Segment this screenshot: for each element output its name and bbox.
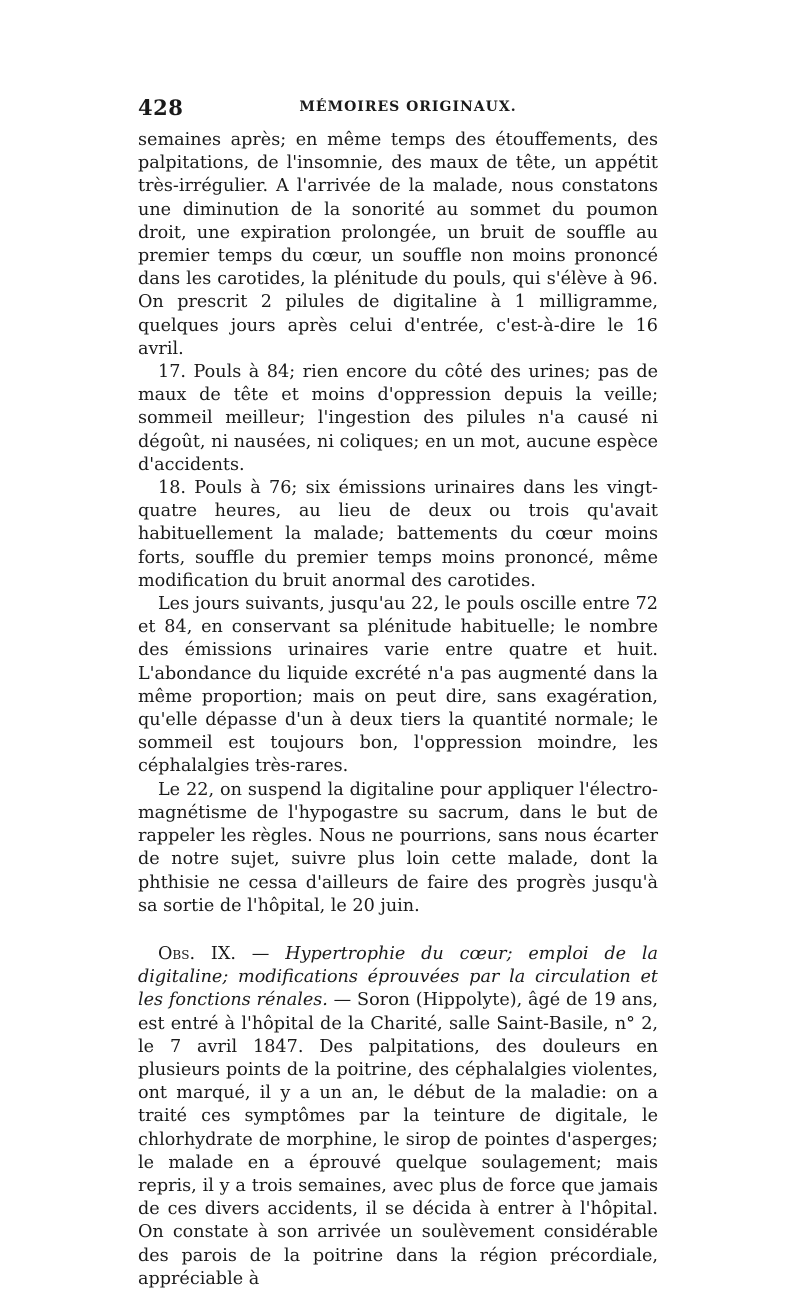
observation-title: Hypertrophie du cœur; emploi de la digitaline; modifications éprouvées par la circulation et les fonctions rénales. bbox=[138, 943, 659, 1011]
paragraph-following-days: Les jours suivants, jusqu'au 22, le pouls oscille entre 72 et 84, en conservant sa plénitude habituelle; le nombre des émissions urinaires varie entre quatre et huit. L'abondance du liquide excrété n'a pas augmenté dans la même proportion; mais on peut dire, sans exagération, qu'elle dépasse d'un à deux tiers la quantité normale; le sommeil est toujours bon, l'oppression moindre, les céphalalgies très-rares. bbox=[138, 594, 658, 777]
body-text bbox=[138, 129, 658, 1291]
observation-dash: — bbox=[235, 943, 286, 964]
paragraph-day-22: Le 22, on suspend la digitaline pour appliquer l'électro-magnétisme de l'hypogastre su sacrum, dans le but de rappeler les règles. Nous ne pourrions, sans nous écarter de notre sujet, suivre plus loin cette malade, dont la phthisie ne cessa d'ailleurs de faire des progrès jusqu'à sa sortie de l'hôpital, le 20 juin. bbox=[138, 779, 658, 916]
paragraph-day-17: 17. Pouls à 84; rien encore du côté des urines; pas de maux de tête et moins d'oppression depuis la veille; sommeil meilleur; l'ingestion des pilules n'a causé ni dégoût, ni nausées, ni coliques; en un mot, aucune espèce d'accidents. bbox=[138, 362, 658, 475]
observation-text: Soron (Hippolyte), âgé de 19 ans, est entré à l'hôpital de la Charité, salle Saint-Basile, n° 2, le 7 avril 1847. Des palpitations, des douleurs en plusieurs points de la poitrine, des céphalalgies violentes, ont marqué, il y a un an, le début de la maladie: on a traité ces symptômes par la teinture de digitale, le chlorhydrate de morphine, le sirop de pointes d'asperges; le malade en a éprouvé quelque soulagement; mais repris, il y a trois semaines, avec plus de force que jamais de ces divers accidents, il se décida à entrer à l'hôpital. On constate à son arrivée un soulèvement considérable des parois de la poitrine dans la région précordiale, appréciable à bbox=[138, 990, 658, 1289]
observation-label: Obs. IX. bbox=[158, 943, 236, 964]
page-number: 428 bbox=[138, 95, 184, 120]
running-title: MÉMOIRES ORIGINAUX. bbox=[299, 99, 517, 115]
observation-dash: — bbox=[327, 990, 358, 1011]
paragraph-observation-ix bbox=[138, 943, 658, 1291]
running-head bbox=[138, 95, 658, 125]
paragraph-day-18: 18. Pouls à 76; six émissions urinaires dans les vingt-quatre heures, au lieu de deux ou trois qu'avait habituellement la malade; battements du cœur moins forts, souffle du premier temps moins prononcé, même modification du bruit anormal des carotides. bbox=[138, 478, 658, 591]
paragraph-continuation: semaines après; en même temps des étouffements, des palpitations, de l'insomnie, des maux de tête, un appétit très-irrégulier. A l'arrivée de la malade, nous constatons une diminution de la sonorité au sommet du poumon droit, une expiration prolongée, un bruit de souffle au premier temps du cœur, un souffle non moins prononcé dans les carotides, la plénitude du pouls, qui s'élève à 96. On prescrit 2 pilules de digitaline à 1 milligramme, quelques jours après celui d'entrée, c'est-à-dire le 16 avril. bbox=[138, 130, 658, 359]
